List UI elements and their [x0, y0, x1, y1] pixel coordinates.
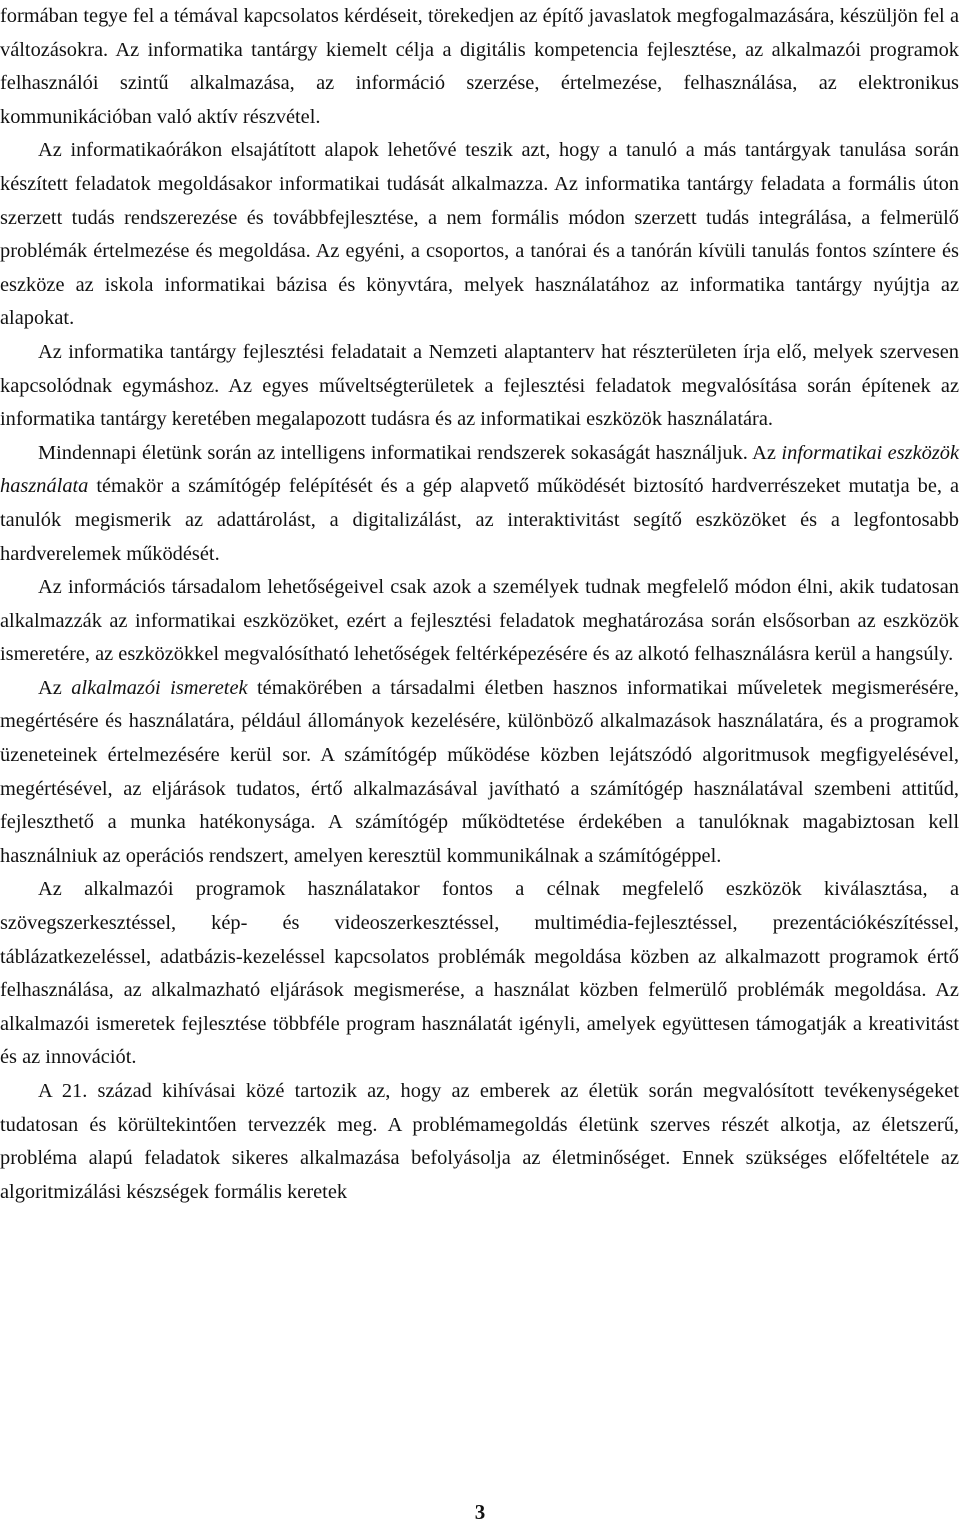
text-run: Az alkalmazói programok használatakor fontos a célnak megfelelő eszközök kiválasztása, a szövegszerkesztéssel, kép- és videoszerkesztéssel, multimédia-fejlesztéssel, prezentációkészítéssel, táblázatkezeléssel, adatbázis-kezeléssel kapcsolatos problémák megoldása közben az alkalmazott programok értő felhasználása, az alkalmazható eljárások megismerése, a használat közben felmerülő problémák megoldása. Az alkalmazói ismeretek fejlesztése többféle program használatát igényli, amelyek együttesen támogatják a kreativitást és az innovációt. [0, 878, 959, 1069]
paragraph-3 [0, 336, 960, 437]
text-run: Az informatikaórákon elsajátított alapok lehetővé teszik azt, hogy a tanuló a más tantárgyak tanulása során készített feladatok megoldásakor informatikai tudását alkalmazza. Az informatika tantárgy feladata a formális úton szerzett tudás rendszerezése és továbbfejlesztése, a nem formális módon szerzett tudás integrálása, a felmerülő problémák értelmezése és megoldása. Az egyéni, a csoportos, a tanórai és a tanórán kívüli tanulás fontos színtere és eszköze az iskola informatikai bázisa és könyvtára, melyek használatához az informatika tantárgy nyújtja az alapokat. [0, 139, 959, 330]
page-number: 3 [474, 1500, 486, 1524]
paragraph-6 [0, 672, 960, 874]
text-run: Az [38, 676, 72, 699]
paragraph-7 [0, 873, 960, 1075]
text-run: Az informatika tantárgy fejlesztési feladatait a Nemzeti alaptanterv hat részterületen írja elő, melyek szervesen kapcsolódnak egymáshoz. Az egyes műveltségterületek a fejlesztési feladatok megvalósítása során építenek az informatika tantárgy keretében megalapozott tudásra és az informatikai eszközök használatára. [0, 340, 959, 431]
italic-term: alkalmazói ismeretek [71, 676, 248, 699]
paragraph-2 [0, 134, 960, 336]
text-run: A 21. század kihívásai közé tartozik az, hogy az emberek az életük során megvalósított tevékenységeket tudatosan és körültekintően tervezzék meg. A problémamegoldás életünk szerves részét alkotja, az életszerű, probléma alapú feladatok sikeres alkalmazása befolyásolja az életminőséget. Ennek szükséges előfeltétele az algoritmizálási készségek formális keretek [0, 1080, 959, 1203]
paragraph-1 [0, 0, 960, 134]
text-run: Mindennapi életünk során az intelligens informatikai rendszerek sokaságát használjuk. Az [38, 441, 782, 464]
text-run: Az információs társadalom lehetőségeivel csak azok a személyek tudnak megfelelő módon élni, akik tudatosan alkalmazzák az informatikai eszközöket, ezért a fejlesztési feladatok meghatározása során elsősorban az eszközök ismeretére, az eszközökkel megvalósítható lehetőségek feltérképezésére és az alkotó felhasználásra kerül a hangsúly. [0, 576, 959, 666]
paragraph-8 [0, 1075, 960, 1209]
text-run: témakör a számítógép felépítését és a gép alapvető működését biztosító hardverrészeket mutatja be, a tanulók megismerik az adattárolást, a digitalizálást, az interaktivitást segítő eszközöket és a legfontosabb hardverelemek működését. [0, 475, 959, 565]
paragraph-4 [0, 437, 960, 571]
text-run: témakörében a társadalmi életben hasznos informatikai műveletek megismerésére, megértésére és használatára, például állományok kezelésére, különböző alkalmazások használatára, és a programok üzeneteinek értelmezésére kerül sor. A számítógép működése közben lejátszódó algoritmusok megfigyelésével, megértésével, az eljárások tudatos, értő alkalmazásával javítható a számítógép használatával szembeni attitűd, fejleszthető a munka hatékonysága. A számítógép működtetése érdekében a tanulóknak magabiztosan kell használniuk az operációs rendszert, amelyen keresztül kommunikálnak a számítógéppel. [0, 676, 959, 867]
paragraph-5 [0, 571, 960, 672]
text-run: formában tegye fel a témával kapcsolatos kérdéseit, törekedjen az építő javaslatok megfogalmazására, készüljön fel a változásokra. Az informatika tantárgy kiemelt célja a digitális kompetencia fejlesztése, az alkalmazói programok felhasználói szintű alkalmazása, az információ szerzése, értelmezése, felhasználása, az elektronikus kommunikációban való aktív részvétel. [0, 5, 959, 128]
italic-term: informatikai eszközök használata [0, 441, 960, 498]
